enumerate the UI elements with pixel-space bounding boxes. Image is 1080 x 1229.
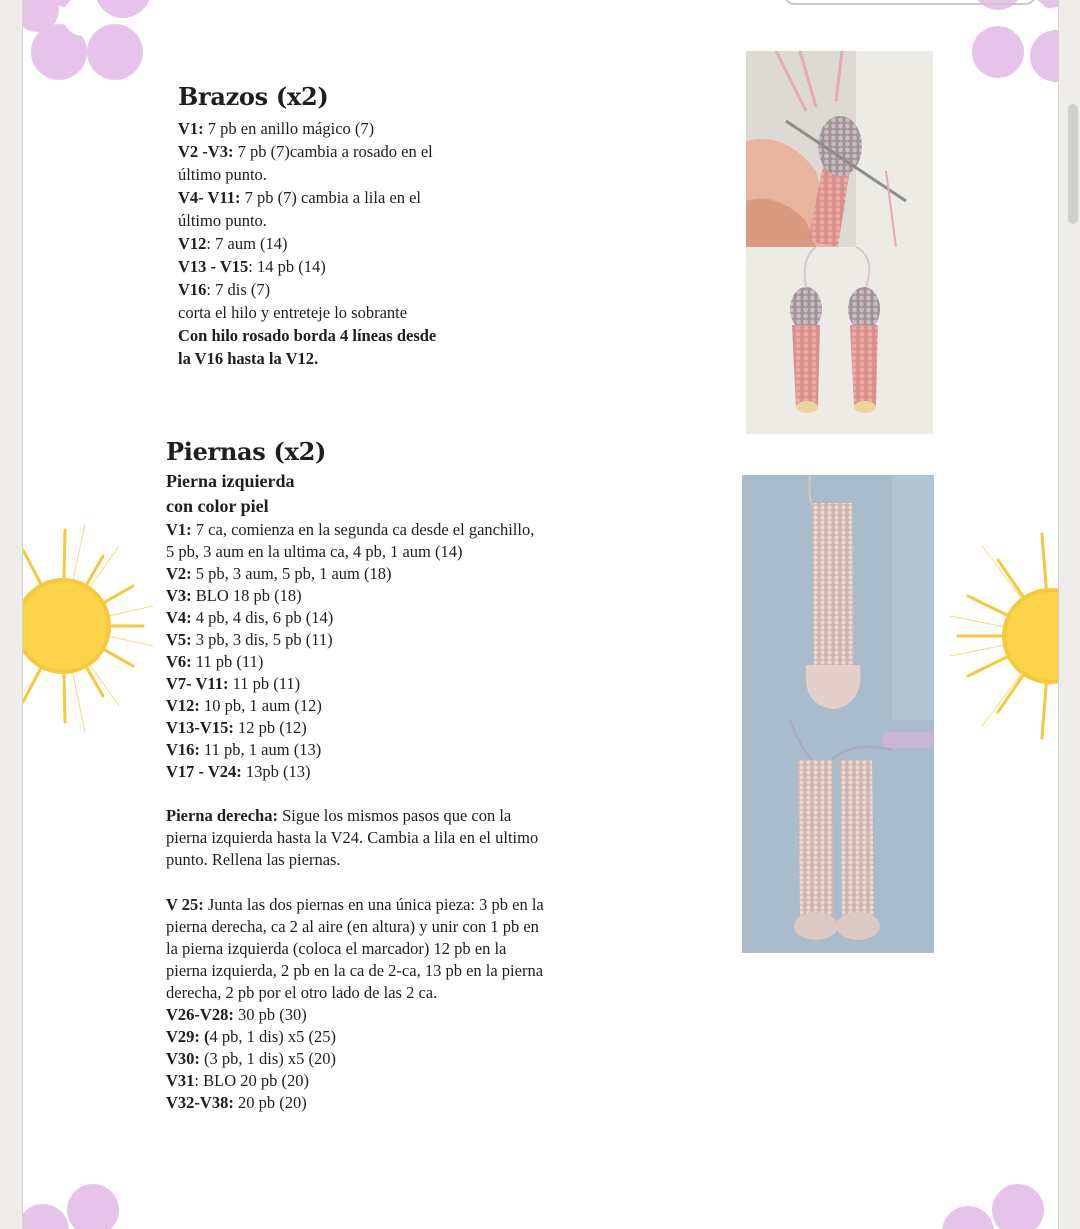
single-leg-photo: [742, 475, 934, 720]
arms-note: la V16 hasta la V12.: [178, 349, 319, 368]
legs-row: V31: BLO 20 pb (20): [166, 1071, 309, 1090]
legs-row: V7- V11: 11 pb (11): [166, 674, 301, 693]
legs-instructions: [166, 519, 544, 1114]
document-page: [22, 0, 1059, 1229]
scrollbar-thumb[interactable]: [1068, 104, 1078, 224]
legs-row: V16: 11 pb, 1 aum (13): [166, 740, 322, 759]
legs-section: [166, 437, 544, 1114]
legs-row: V5: 3 pb, 3 dis, 5 pb (11): [166, 630, 333, 649]
two-arms-photo: [746, 247, 933, 434]
legs-row: V6: 11 pb (11): [166, 652, 264, 671]
arms-row: V4- V11: 7 pb (7) cambia a lila en el: [178, 188, 422, 207]
arms-title: Brazos (x2): [178, 82, 329, 111]
legs-row: V3: BLO 18 pb (18): [166, 586, 302, 605]
sun-icon: [22, 510, 163, 750]
arms-row: V1: 7 pb en anillo mágico (7): [178, 119, 375, 138]
arms-row: V13 - V15: 14 pb (14): [178, 257, 326, 276]
two-legs-photo: [742, 720, 934, 953]
flower-icon: [958, 0, 1059, 100]
legs-row: V29: (4 pb, 1 dis) x5 (25): [166, 1027, 337, 1046]
arm-crochet-photo: [746, 51, 933, 247]
legs-subtitle: con color piel: [166, 496, 269, 516]
legs-row: 5 pb, 3 aum en la ultima ca, 4 pb, 1 aum (14): [166, 542, 463, 561]
arms-note: Con hilo rosado borda 4 líneas desde: [178, 326, 437, 345]
legs-row: V32-V38: 20 pb (20): [166, 1093, 307, 1112]
legs-subtitle: Pierna izquierda: [166, 471, 295, 491]
v25-paragraph: pierna derecha, ca 2 al aire (en altura) y unir con 1 pb en: [166, 917, 539, 936]
flower-icon: [23, 1180, 143, 1229]
legs-row: V17 - V24: 13pb (13): [166, 762, 311, 781]
v25-paragraph: la pierna izquierda (coloca el marcador) 12 pb en la: [166, 939, 507, 958]
right-leg-paragraph: punto. Rellena las piernas.: [166, 850, 341, 869]
legs-row: V2: 5 pb, 3 aum, 5 pb, 1 aum (18): [166, 564, 392, 583]
page-top-edge: [783, 0, 1037, 5]
arms-row: último punto.: [178, 211, 267, 230]
right-leg-paragraph: pierna izquierda hasta la V24. Cambia a lila en el ultimo: [166, 828, 539, 847]
legs-row: V1: 7 ca, comienza en la segunda ca desde el ganchillo,: [166, 520, 535, 539]
arms-row: corta el hilo y entreteje lo sobrante: [178, 303, 408, 322]
legs-title: Piernas (x2): [166, 437, 327, 466]
arms-row: V2 -V3: 7 pb (7)cambia a rosado en el: [178, 142, 433, 161]
legs-row: V12: 10 pb, 1 aum (12): [166, 696, 322, 715]
arms-instructions: [178, 117, 436, 370]
legs-row: V26-V28: 30 pb (30): [166, 1005, 307, 1024]
sun-icon: [938, 520, 1059, 760]
flower-icon: [938, 1180, 1059, 1229]
legs-row: V30: (3 pb, 1 dis) x5 (20): [166, 1049, 337, 1068]
arms-section: [178, 82, 436, 370]
v25-paragraph: pierna izquierda, 2 pb en la ca de 2-ca, 13 pb en la pierna: [166, 961, 544, 980]
v25-paragraph: derecha, 2 pb por el otro lado de las 2 ca.: [166, 983, 438, 1002]
right-leg-paragraph: Pierna derecha: Sigue los mismos pasos que con la: [166, 806, 512, 825]
arms-row: V12: 7 aum (14): [178, 234, 288, 253]
flower-icon: [23, 0, 173, 100]
legs-row: V13-V15: 12 pb (12): [166, 718, 307, 737]
arms-row: V16: 7 dis (7): [178, 280, 271, 299]
v25-paragraph: V 25: Junta las dos piernas en una única pieza: 3 pb en la: [166, 895, 544, 914]
legs-row: V4: 4 pb, 4 dis, 6 pb (14): [166, 608, 334, 627]
arms-row: último punto.: [178, 165, 267, 184]
